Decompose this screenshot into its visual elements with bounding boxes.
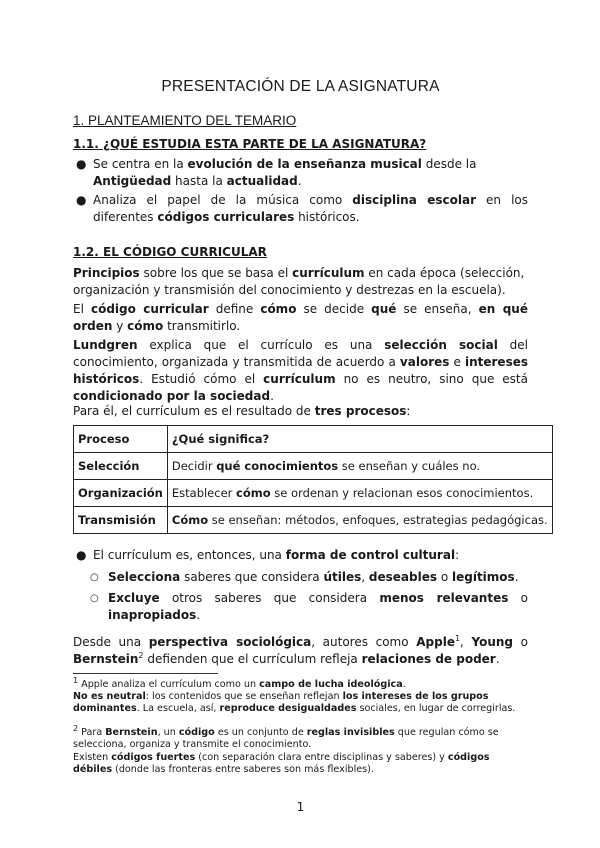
footnote: $^2$ Para Bernstein, un código es un conjunto de reglas invisibles que regulan cómo se selecciona, organiza y transmite el conocimiento. xyxy=(73,723,499,750)
table-cell: Cómo se enseñan: métodos, enfoques, estrategias pedagógicas. xyxy=(167,507,552,534)
table-cell: Selección xyxy=(74,453,168,480)
paragraph: Principios sobre los que se basa el currículum en cada época (selección, organización y transmisión del conocimiento y destrezas en la escuela). xyxy=(73,266,525,297)
footnote-ref[interactable]: 1 xyxy=(454,634,461,643)
bullet-icon: ● xyxy=(76,548,87,562)
paragraph: Lundgren explica que el currículo es una selección social del conocimiento, organizada y transmitida de acuerdo a valores e intereses históricos. Estudió cómo el currículum no es neutro, sino que está condicionado por la sociedad. xyxy=(73,338,528,403)
bullet-item: ● El currículum es, entonces, una forma de control cultural: xyxy=(76,548,460,562)
footnote: $^1$ Apple analiza el currículum como un campo de lucha ideológica. xyxy=(73,675,406,690)
paragraph: El código curricular define cómo se decide qué se enseña, en qué orden y cómo transmitirlo. xyxy=(73,302,528,333)
table-row xyxy=(74,480,553,507)
table-cell: Establecer cómo se ordenan y relacionan esos conocimientos. xyxy=(167,480,552,507)
table-cell: Decidir qué conocimientos se enseñan y cuáles no. xyxy=(167,453,552,480)
circle-bullet-icon: ○ xyxy=(90,593,99,604)
sub-bullet-item: ○ Excluye otros saberes que considera menos relevantes o inapropiados. xyxy=(90,591,528,622)
section-heading-1: 1. PLANTEAMIENTO DEL TEMARIO xyxy=(73,113,297,128)
footnote: Existen códigos fuertes (con separación clara entre disciplinas y saberes) y códigos débiles (donde las fronteras entre saberes son más flexibles). xyxy=(73,752,490,775)
table-row xyxy=(74,453,553,480)
bullet-item: ● Se centra en la evolución de la enseñanza musical desde la Antigüedad hasta la actualidad. xyxy=(76,157,477,188)
table-cell: Organización xyxy=(74,480,168,507)
table-row xyxy=(74,507,553,534)
bullet-icon: ● xyxy=(76,157,87,171)
page-title: PRESENTACIÓN DE LA ASIGNATURA xyxy=(161,78,440,95)
table-header: Proceso xyxy=(74,426,168,453)
bullet-icon: ● xyxy=(76,193,87,207)
page-number: 1 xyxy=(296,800,305,814)
bullet-item: ● Analiza el papel de la música como disciplina escolar en los diferentes códigos curriculares históricos. xyxy=(76,193,528,224)
footnote: No es neutral: los contenidos que se enseñan reflejan los intereses de los grupos dominantes. La escuela, así, reproduce desigualdades sociales, en lugar de corregirlas. xyxy=(73,691,516,714)
process-table xyxy=(73,425,553,534)
section-heading-1-1: 1.1. ¿QUÉ ESTUDIA ESTA PARTE DE LA ASIGNATURA? xyxy=(73,137,427,151)
circle-bullet-icon: ○ xyxy=(90,572,99,583)
section-heading-1-2: 1.2. EL CÓDIGO CURRICULAR xyxy=(73,245,267,259)
table-cell: Transmisión xyxy=(74,507,168,534)
footnote-divider xyxy=(73,673,218,674)
paragraph: Para él, el currículum es el resultado de tres procesos: xyxy=(73,404,411,418)
footnote-ref[interactable]: 2 xyxy=(138,651,144,660)
table-header: ¿Qué significa? xyxy=(167,426,552,453)
table-header-row xyxy=(74,426,553,453)
paragraph: Desde una perspectiva sociológica, autores como Apple$^1$, Young o Bernstein$^2$ defienden que el currículum refleja relaciones de poder. xyxy=(73,634,528,666)
sub-bullet-item: ○ Selecciona saberes que considera útiles, deseables o legítimos. xyxy=(90,570,519,584)
